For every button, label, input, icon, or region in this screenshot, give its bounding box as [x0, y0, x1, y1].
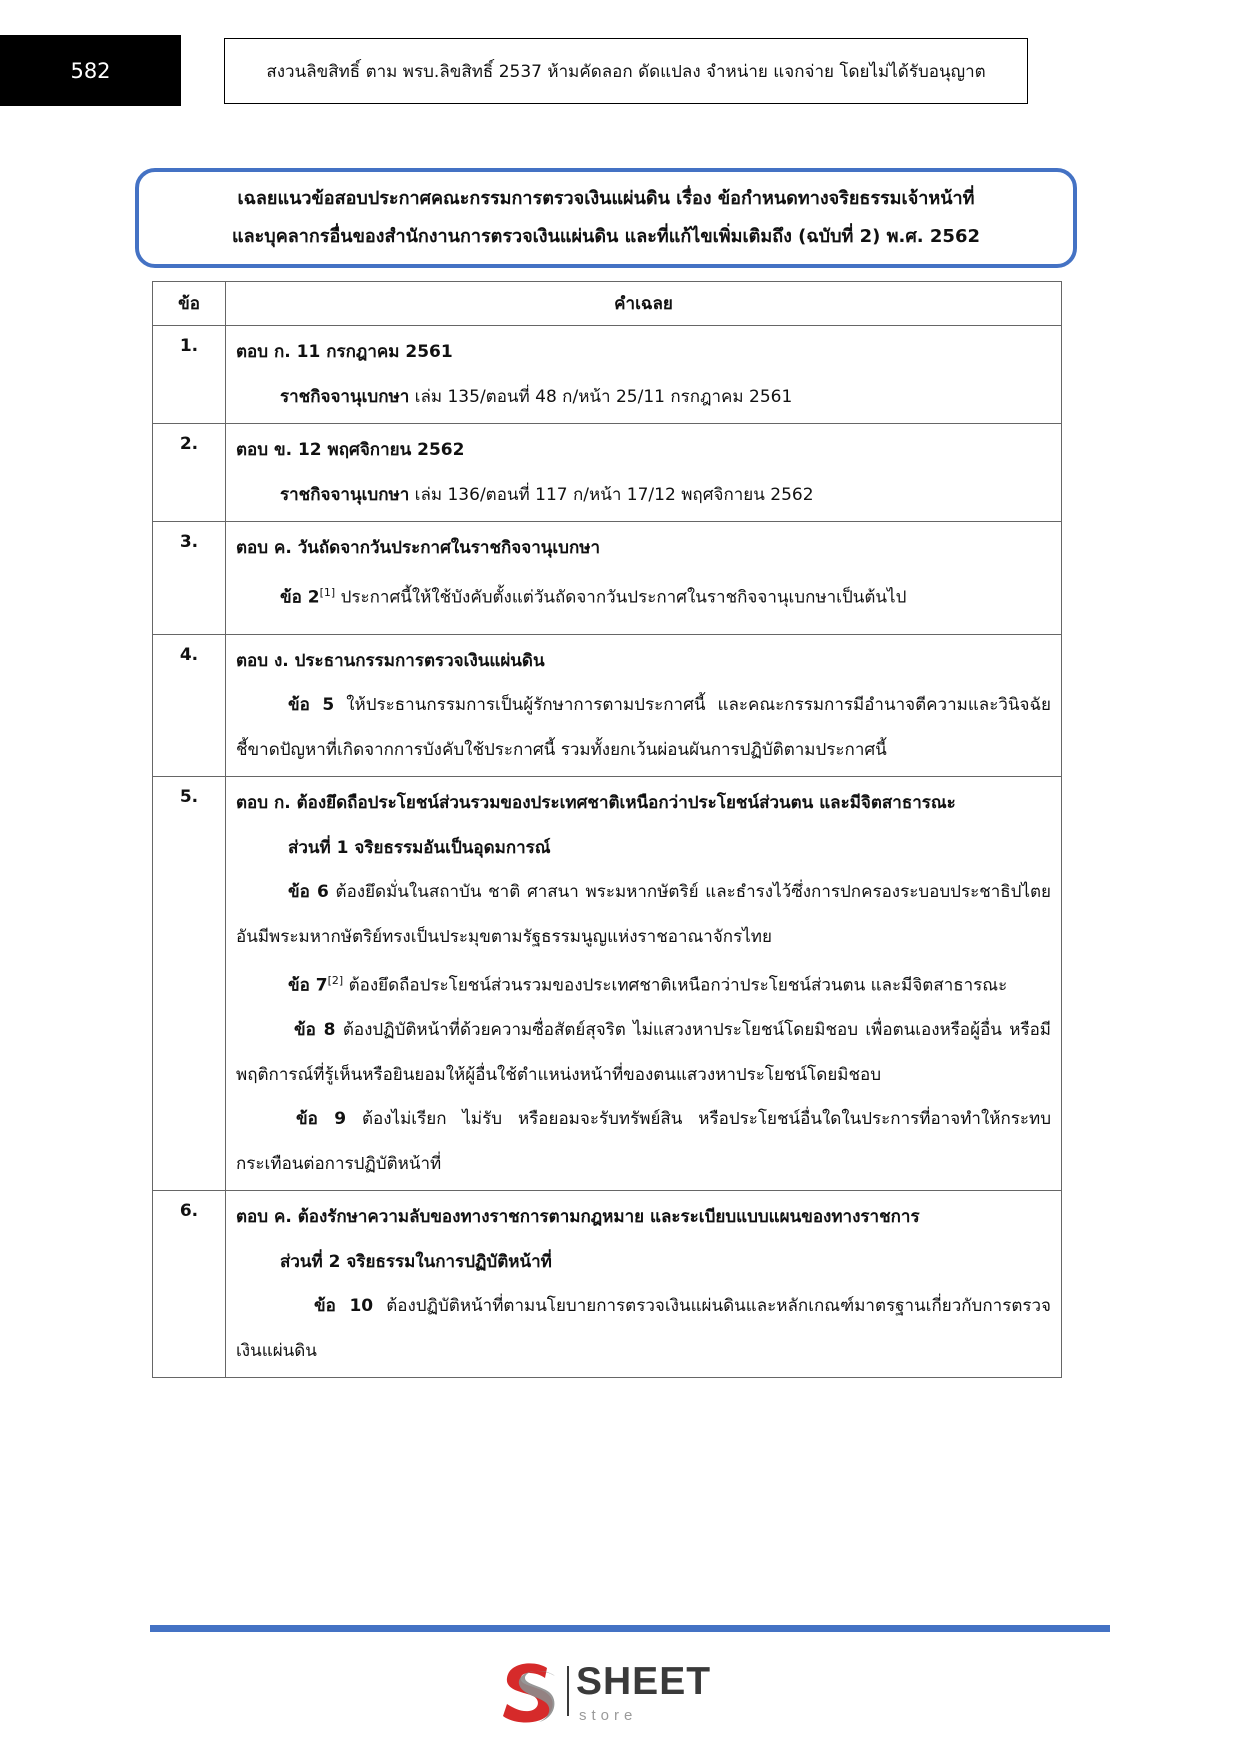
clause-text: ต้องปฏิบัติหน้าที่ตามนโยบายการตรวจเงินแผ่นดินและหลักเกณฑ์มาตรฐานเกี่ยวกับการตรวจเงินแผ่นดิน: [236, 1296, 1051, 1361]
answer-choice: ตอบ ค. ต้องรักษาความลับของทางราชการตามกฎหมาย และระเบียบแบบแผนของทางราชการ: [236, 1207, 920, 1228]
row-answer: [226, 1191, 1062, 1378]
table-header-row: [153, 282, 1062, 326]
title-line-1: เฉลยแนวข้อสอบประกาศคณะกรรมการตรวจเงินแผ่นดิน เรื่อง ข้อกำหนดทางจริยธรรมเจ้าหน้าที่: [237, 188, 975, 209]
part-heading: ส่วนที่ 1 จริยธรรมอันเป็นอุดมการณ์: [288, 837, 551, 858]
reference-text: เล่ม 135/ตอนที่ 48 ก/หน้า 25/11 กรกฎาคม 2561: [409, 386, 793, 407]
clause: [236, 1008, 1051, 1097]
row-number: 3.: [153, 522, 226, 635]
clause: [236, 683, 1051, 772]
clause-label: ข้อ 7: [288, 975, 328, 996]
row-answer: [226, 634, 1062, 777]
table-row: [153, 1191, 1062, 1378]
row-answer: [226, 326, 1062, 424]
answer-table: [152, 281, 1062, 1378]
row-answer: [226, 424, 1062, 522]
footer-divider: [150, 1625, 1110, 1632]
clause-label: ข้อ 8: [294, 1020, 336, 1041]
clause: [236, 870, 1051, 959]
clause-text: ให้ประธานกรรมการเป็นผู้รักษาการตามประกาศนี้ และคณะกรรมการมีอำนาจตีความและวินิจฉัยชี้ขาดปัญหาที่เกิดจากการบังคับใช้ประกาศนี้ รวมทั้งยกเว้นผ่อนผันการปฏิบัติตามประกาศนี้: [236, 695, 1051, 760]
table-row: [153, 634, 1062, 777]
clause-text: ต้องยึดมั่นในสถาบัน ชาติ ศาสนา พระมหากษัตริย์ และธำรงไว้ซึ่งการปกครองระบอบประชาธิปไตยอันมีพระมหากษัตริย์ทรงเป็นประมุขตามรัฐธรรมนูญแห่งราชอาณาจักรไทย: [236, 882, 1052, 947]
clause-label: ข้อ 10: [314, 1296, 374, 1317]
clause-label: ข้อ 6: [288, 882, 329, 903]
row-number: 2.: [153, 424, 226, 522]
page-number: 582: [0, 35, 181, 106]
clause-label: ข้อ 2: [280, 587, 320, 608]
logo-divider: [567, 1666, 569, 1716]
copyright-notice: สงวนลิขสิทธิ์ ตาม พรบ.ลิขสิทธิ์ 2537 ห้ามคัดลอก ดัดแปลง จำหน่าย แจกจ่าย โดยไม่ได้รับอนุญาต: [224, 38, 1028, 104]
row-answer: [226, 777, 1062, 1191]
footnote-ref: [1]: [319, 585, 336, 599]
clause-text: ต้องปฏิบัติหน้าที่ด้วยความซื่อสัตย์สุจริต ไม่แสวงหาประโยชน์โดยมิชอบ เพื่อตนเองหรือผู้อื่น หรือมีพฤติการณ์ที่รู้เห็นหรือยินยอมให้ผู้อื่นใช้ตำแหน่งหน้าที่ของตนแสวงหาประโยชน์โดยมิชอบ: [236, 1020, 1051, 1085]
title-line-2: และบุคลากรอื่นของสำนักงานการตรวจเงินแผ่นดิน และที่แก้ไขเพิ่มเติมถึง (ฉบับที่ 2) พ.ศ. 2562: [231, 226, 981, 247]
clause-text: ต้องยึดถือประโยชน์ส่วนรวมของประเทศชาติเหนือกว่าประโยชน์ส่วนตน และมีจิตสาธารณะ: [343, 975, 1008, 996]
brand-name: SHEET: [576, 1660, 712, 1703]
reference: [236, 473, 1051, 518]
clause-text: ประกาศนี้ให้ใช้บังคับตั้งแต่วันถัดจากวันประกาศในราชกิจจานุเบกษาเป็นต้นไป: [335, 587, 907, 608]
answer-choice: ตอบ ข. 12 พฤศจิกายน 2562: [236, 440, 465, 460]
logo-mark-icon: [495, 1658, 565, 1730]
table-row: [153, 424, 1062, 522]
row-answer: [226, 522, 1062, 635]
part-heading: ส่วนที่ 2 จริยธรรมในการปฏิบัติหน้าที่: [280, 1251, 552, 1272]
footnote-ref: [2]: [327, 974, 344, 988]
brand-subtitle: store: [579, 1707, 638, 1724]
clause-label: ข้อ 5: [288, 695, 335, 716]
table-row: [153, 522, 1062, 635]
answer-choice: ตอบ ง. ประธานกรรมการตรวจเงินแผ่นดิน: [236, 650, 545, 671]
reference-label: ราชกิจจานุเบกษา: [280, 484, 410, 505]
reference-text: เล่ม 136/ตอนที่ 117 ก/หน้า 17/12 พฤศจิกายน 2562: [409, 484, 814, 505]
column-header-number: ข้อ: [153, 282, 226, 326]
table-row: [153, 777, 1062, 1191]
answer-choice: ตอบ ก. 11 กรกฎาคม 2561: [236, 342, 453, 362]
row-number: 5.: [153, 777, 226, 1191]
clause: [236, 1097, 1051, 1186]
reference-label: ราชกิจจานุเบกษา: [280, 386, 410, 407]
clause-label: ข้อ 9: [296, 1109, 347, 1130]
clause: [236, 959, 1051, 1008]
row-number: 4.: [153, 634, 226, 777]
clause: [236, 1284, 1051, 1373]
sheet-store-logo: [495, 1658, 735, 1730]
table-row: [153, 326, 1062, 424]
row-number: 1.: [153, 326, 226, 424]
reference: [236, 375, 1051, 420]
answer-choice: ตอบ ก. ต้องยึดถือประโยชน์ส่วนรวมของประเทศชาติเหนือกว่าประโยชน์ส่วนตน และมีจิตสาธารณะ: [236, 793, 956, 814]
column-header-answer: คำเฉลย: [226, 282, 1062, 326]
document-title: [135, 168, 1077, 268]
answer-choice: ตอบ ค. วันถัดจากวันประกาศในราชกิจจานุเบกษา: [236, 538, 601, 558]
clause: [236, 571, 1051, 620]
clause-text: ต้องไม่เรียก ไม่รับ หรือยอมจะรับทรัพย์สิน หรือประโยชน์อื่นใดในประการที่อาจทำให้กระทบกระเทือนต่อการปฏิบัติหน้าที่: [236, 1109, 1051, 1174]
row-number: 6.: [153, 1191, 226, 1378]
